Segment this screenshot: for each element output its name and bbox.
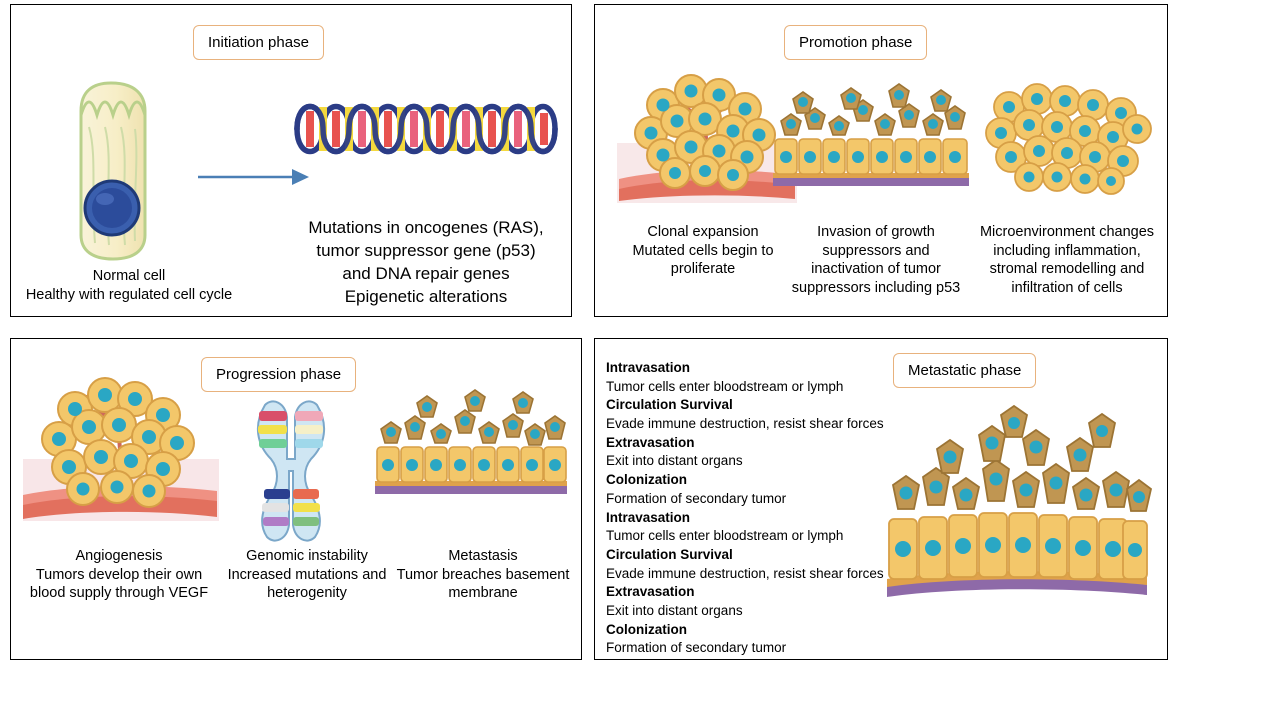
- step-title: Extravasation: [606, 584, 695, 600]
- step-title: Circulation Survival: [606, 397, 733, 413]
- text-mutations-line1: Mutations in oncogenes (RAS),: [308, 218, 544, 237]
- caption-normal-cell: [11, 267, 247, 304]
- caption-invasion-line3: inactivation of tumor: [811, 261, 941, 278]
- caption-genomic-line3: heterogenity: [267, 585, 347, 602]
- chromosome-icon: [243, 397, 339, 543]
- panel-initiation-phase: [10, 4, 572, 317]
- caption-invasion: [781, 223, 971, 297]
- step-title: Intravasation: [606, 509, 691, 525]
- text-mutations-line4: Epigenetic alterations: [344, 286, 508, 306]
- caption-genomic-line2: Increased mutations and: [227, 566, 387, 583]
- phase-label-initiation: Initiation phase: [193, 25, 324, 60]
- text-mutations: [301, 217, 551, 309]
- text-mutations-line3: and DNA repair genes: [342, 263, 510, 283]
- step-detail: Tumor cells enter bloodstream or lymph: [606, 528, 844, 544]
- caption-invasion-line4: suppressors including p53: [791, 279, 961, 296]
- caption-clonal-line3: proliferate: [670, 261, 736, 278]
- caption-micro-line4: infiltration of cells: [1011, 279, 1123, 296]
- caption-micro-line1: Microenvironment changes: [979, 224, 1155, 240]
- step-title: Colonization: [606, 472, 687, 488]
- list-item: [606, 509, 906, 546]
- caption-micro-line2: including inflammation,: [993, 242, 1141, 259]
- caption-metastasis: [389, 547, 577, 603]
- caption-genomic-instability: [225, 547, 389, 603]
- angiogenesis-tumor-icon: [19, 355, 219, 525]
- list-item: [606, 434, 906, 471]
- caption-clonal-expansion: [605, 223, 801, 279]
- caption-angiogenesis: [11, 547, 227, 603]
- caption-angio-line3: blood supply through VEGF: [29, 585, 209, 602]
- caption-clonal-line2: Mutated cells begin to: [632, 242, 774, 259]
- step-detail: Evade immune destruction, resist shear forces: [606, 565, 884, 581]
- step-title: Colonization: [606, 621, 687, 637]
- phase-label-progression: Progression phase: [201, 357, 356, 392]
- panel-progression-phase: [10, 338, 582, 660]
- step-title: Circulation Survival: [606, 546, 733, 562]
- list-item: [606, 546, 906, 583]
- step-detail: Exit into distant organs: [606, 453, 743, 469]
- dna-double-helix-icon: [293, 93, 559, 165]
- step-title: Extravasation: [606, 434, 695, 450]
- caption-invasion-line1: Invasion of growth: [817, 224, 935, 240]
- metastasis-epithelium-icon: [373, 387, 569, 505]
- panel-promotion-phase: [594, 4, 1168, 317]
- metastatic-steps-list: [606, 359, 906, 658]
- caption-micro-line3: stromal remodelling and: [989, 261, 1145, 278]
- step-detail: Formation of secondary tumor: [606, 640, 787, 656]
- step-detail: Tumor cells enter bloodstream or lymph: [606, 378, 844, 394]
- microenvironment-cluster-icon: [983, 79, 1153, 195]
- list-item: [606, 583, 906, 620]
- caption-angio-line1: Angiogenesis: [75, 548, 163, 564]
- panel-metastatic-phase: [594, 338, 1168, 660]
- caption-metastasis-line2: Tumor breaches basement: [396, 566, 570, 583]
- list-item: [606, 396, 906, 433]
- step-detail: Evade immune destruction, resist shear forces: [606, 416, 884, 432]
- normal-cell-icon: [61, 75, 191, 265]
- caption-clonal-line1: Clonal expansion: [647, 224, 759, 240]
- caption-invasion-line2: suppressors and: [822, 242, 930, 259]
- list-item: [606, 359, 906, 396]
- metastatic-epithelium-icon: [883, 409, 1151, 607]
- arrow-right-icon: [196, 165, 311, 189]
- caption-metastasis-line3: membrane: [448, 585, 518, 602]
- caption-normal-cell-line1: Normal cell: [92, 268, 166, 284]
- caption-microenvironment: [969, 223, 1165, 297]
- list-item: [606, 621, 906, 658]
- phase-label-promotion: Promotion phase: [784, 25, 927, 60]
- step-detail: Exit into distant organs: [606, 602, 743, 618]
- caption-metastasis-line1: Metastasis: [448, 548, 518, 564]
- text-mutations-line2: tumor suppressor gene (p53): [316, 240, 536, 260]
- epithelial-layer-icon: [771, 77, 971, 199]
- caption-genomic-line1: Genomic instability: [246, 548, 368, 564]
- step-detail: Formation of secondary tumor: [606, 490, 787, 506]
- list-item: [606, 471, 906, 508]
- phase-label-metastatic: Metastatic phase: [893, 353, 1036, 388]
- caption-angio-line2: Tumors develop their own: [35, 566, 203, 583]
- step-title: Intravasation: [606, 360, 691, 375]
- caption-normal-cell-line2: Healthy with regulated cell cycle: [25, 286, 233, 303]
